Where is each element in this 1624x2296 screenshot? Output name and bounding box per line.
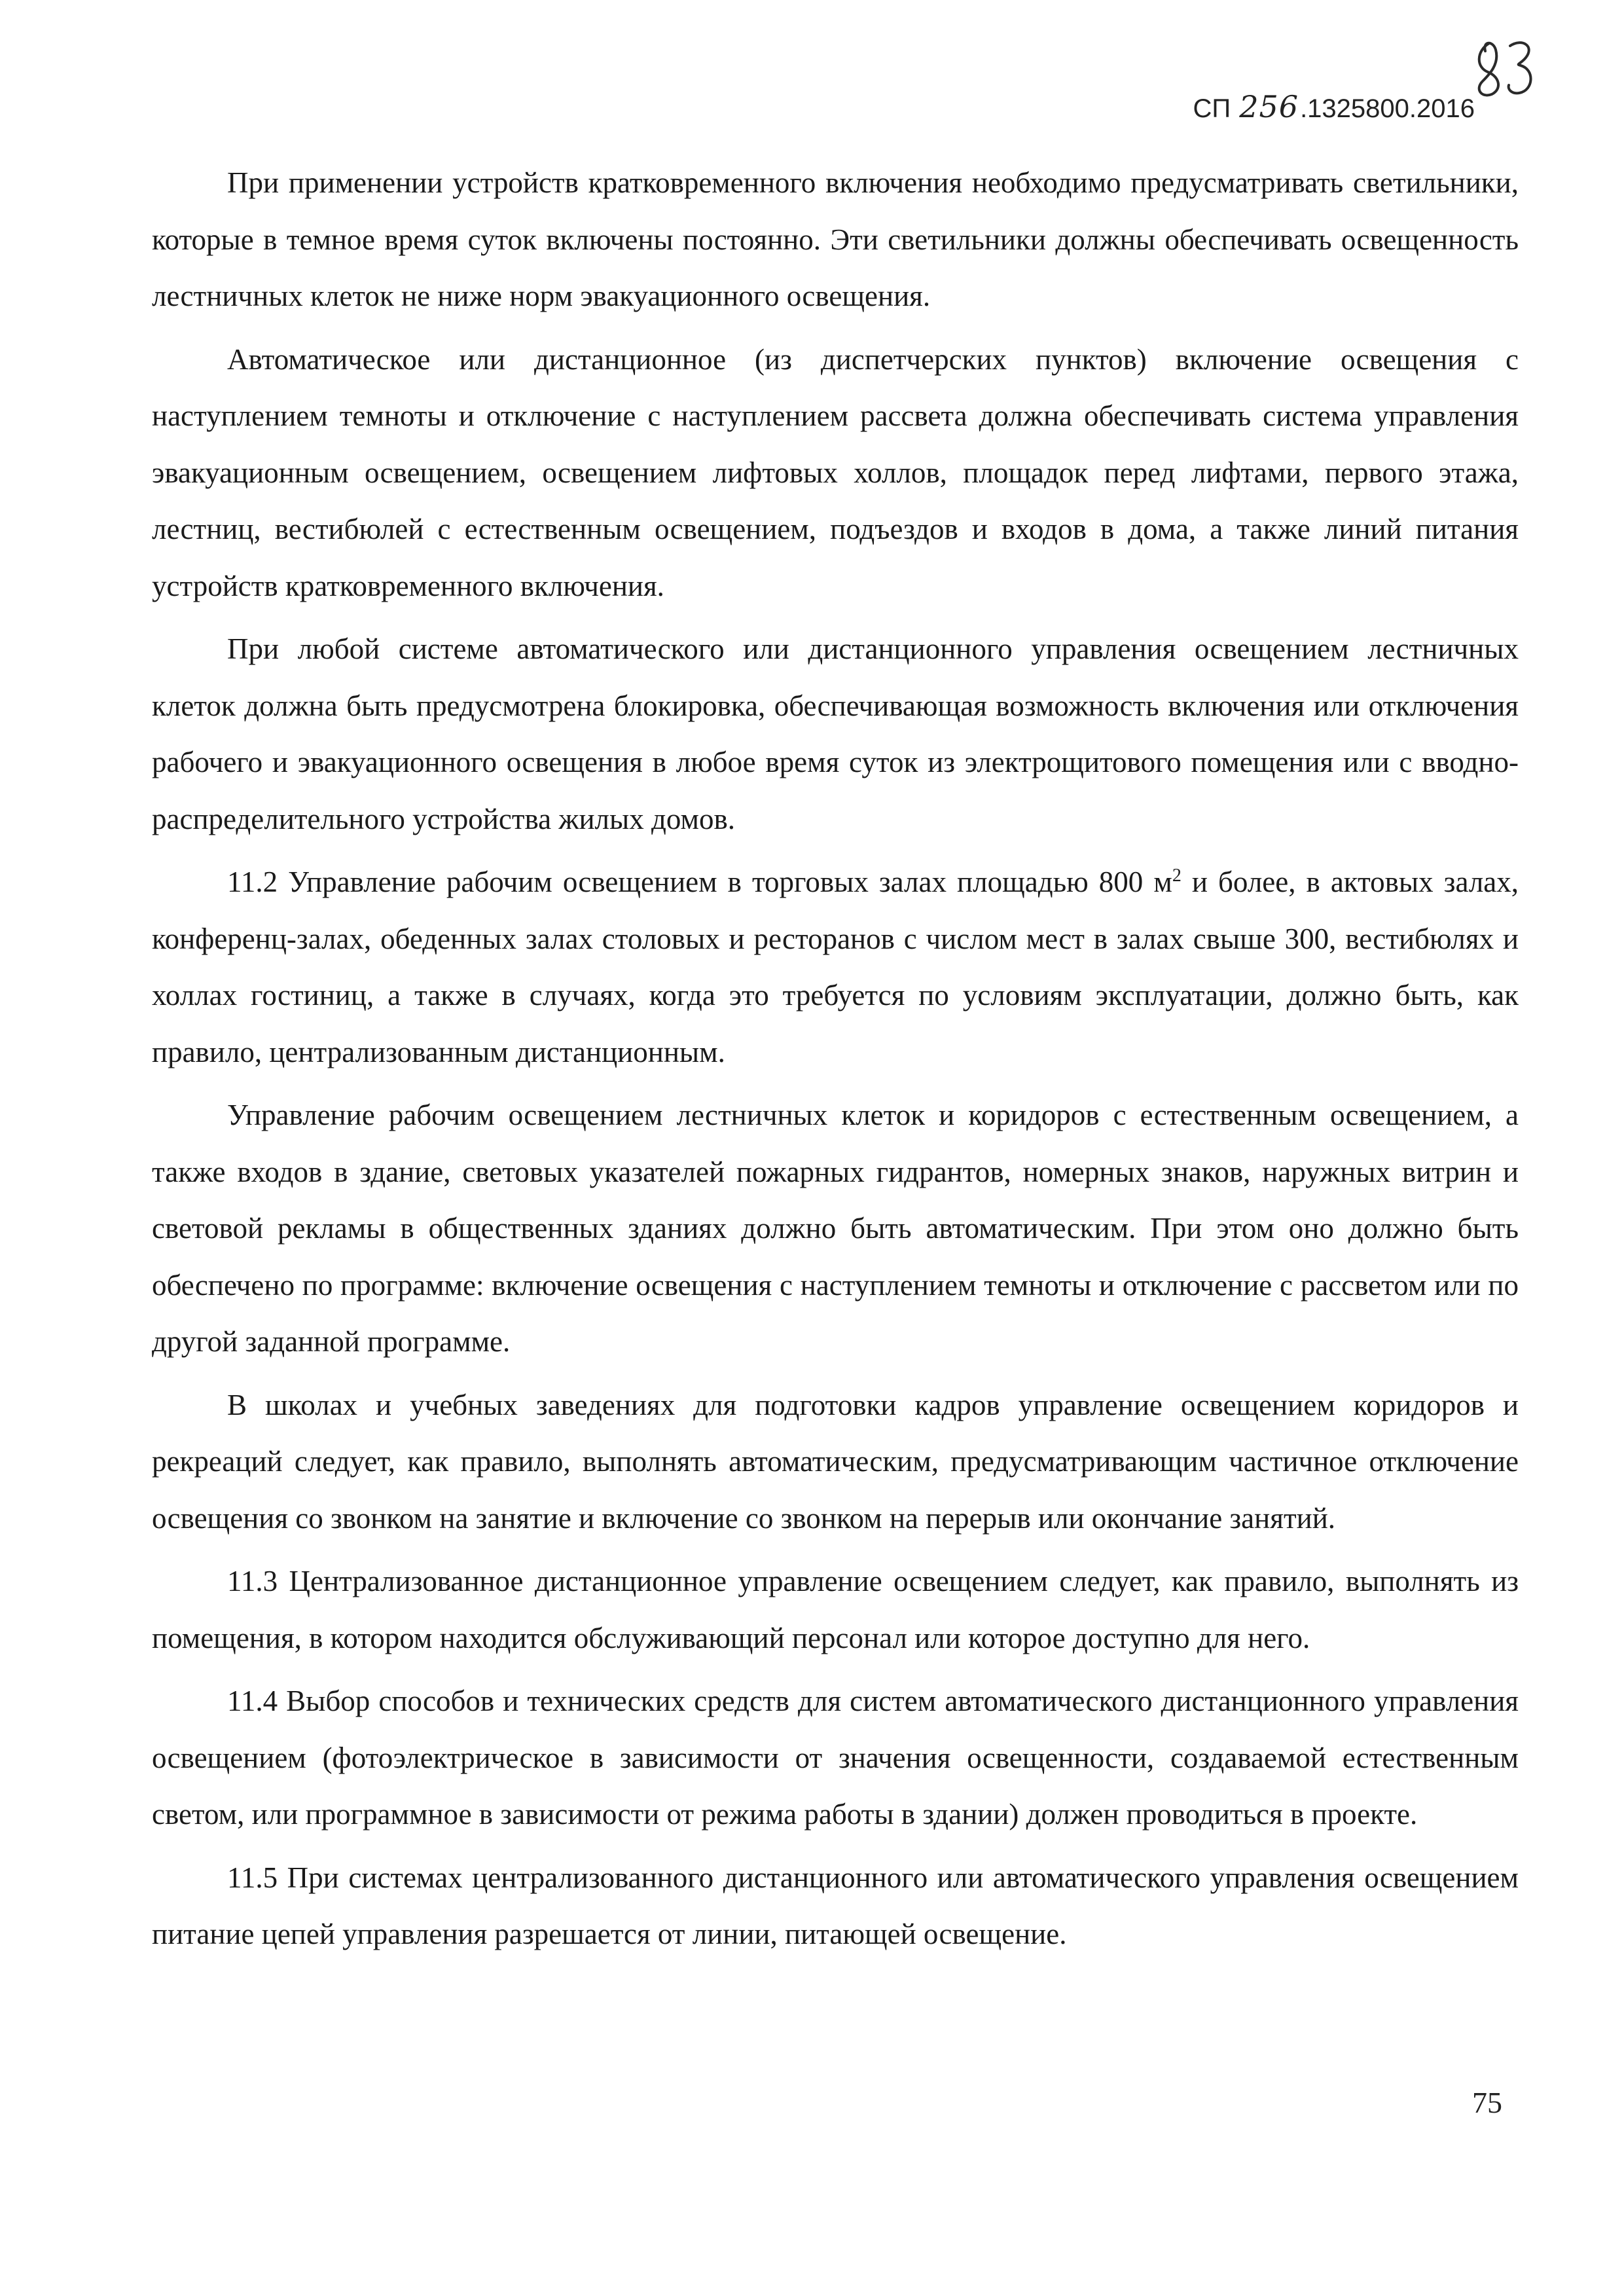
document-code [1193, 89, 1475, 124]
handwritten-page-number [1470, 31, 1542, 103]
paragraph-11-4: 11.4 Выбор способов и технических средств для систем автоматического дистанционного управления освещением (фотоэлектрическое в зависимости от значения освещенности, создаваемой естественным светом, или программное в зависимости от режима работы в здании) должен проводиться в проекте. [152, 1685, 1519, 1831]
code-handwritten-number: 256 [1239, 89, 1299, 124]
square-superscript: 2 [1172, 866, 1182, 886]
page-number: 75 [1472, 2086, 1502, 2119]
code-prefix: СП [1193, 94, 1231, 123]
paragraph-6: В школах и учебных заведениях для подготовки кадров управление освещением коридоров и рекреаций следует, как правило, выполнять автоматическим, предусматривающим частичное отключение освещения со звонком на занятие и включение со звонком на перерыв или окончание занятий. [152, 1388, 1519, 1535]
paragraph-5: Управление рабочим освещением лестничных клеток и коридоров с естественным освещением, а также входов в здание, световых указателей пожарных гидрантов, номерных знаков, наружных витрин и световой рекламы в общественных зданиях должно быть автоматическим. При этом оно должно быть обеспечено по программе: включение освещения с наступлением темноты и отключение с рассветом или по другой заданной программе. [152, 1099, 1519, 1358]
paragraph-11-2-start: 11.2 Управление рабочим освещением в торговых залах площадью 800 м [227, 866, 1172, 898]
paragraph-11-3: 11.3 Централизованное дистанционное управление освещением следует, как правило, выполнять из помещения, в котором находится обслуживающий персонал или которое доступно для него. [152, 1565, 1519, 1654]
paragraph-2: Автоматическое или дистанционное (из диспетчерских пунктов) включение освещения с наступлением темноты и отключение с наступлением рассвета должна обеспечивать система управления эвакуационным освещением, освещением лифтовых холлов, площадок перед лифтами, первого этажа, лестниц, вестибюлей с естественным освещением, подъездов и входов в дома, а также линий питания устройств кратковременного включения. [152, 342, 1519, 602]
code-suffix: .1325800.2016 [1300, 94, 1475, 123]
paragraph-1: При применении устройств кратковременного включения необходимо предусматривать светильники, которые в темное время суток включены постоянно. Эти светильники должны обеспечивать освещенность лестничных клеток не ниже норм эвакуационного освещения. [152, 166, 1519, 312]
paragraph-11-2-end: и более, в актовых залах, конференц-залах, обеденных залах столовых и ресторанов с числом мест в залах свыше 300, вестибюлях и холлах гостиниц, а также в случаях, когда это требуется по условиям эксплуатации, должно быть, как правило, централизованным дистанционным. [152, 866, 1519, 1068]
paragraph-11-5: 11.5 При системах централизованного дистанционного или автоматического управления освещением питание цепей управления разрешается от линии, питающей освещение. [152, 1861, 1519, 1950]
paragraph-11-2 [152, 854, 1519, 1080]
paragraph-3: При любой системе автоматического или дистанционного управления освещением лестничных клеток должна быть предусмотрена блокировка, обеспечивающая возможность включения или отключения рабочего и эвакуационного освещения в любое время суток из электрощитового помещения или с вводно-распределительного устройства жилых домов. [152, 632, 1519, 835]
body-text [152, 155, 1519, 1969]
